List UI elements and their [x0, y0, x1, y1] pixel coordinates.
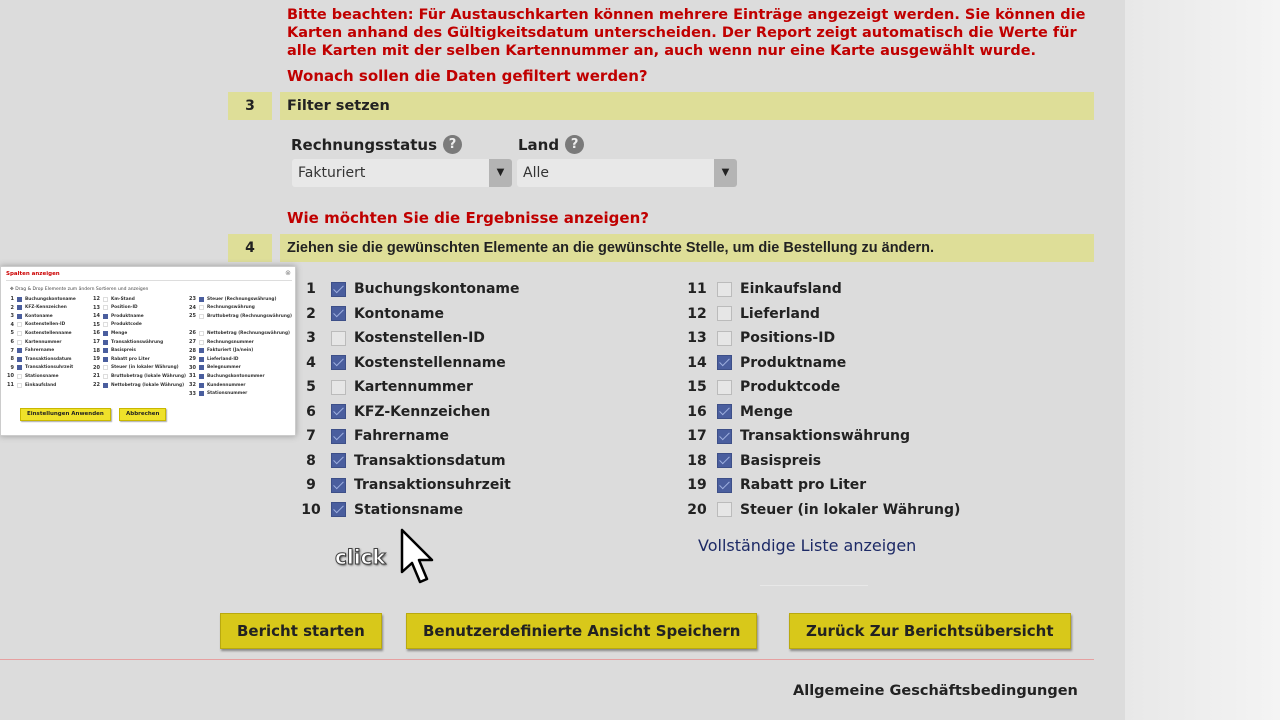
modal-column-item[interactable]	[91, 355, 150, 363]
item-label: Produktcode	[111, 322, 142, 328]
modal-column-item[interactable]	[187, 338, 254, 346]
column-label: Rabatt pro Liter	[740, 477, 867, 493]
column-number: 12	[687, 305, 707, 322]
item-checkbox[interactable]	[103, 297, 108, 302]
divider	[760, 585, 868, 586]
item-checkbox[interactable]	[17, 365, 22, 370]
column-item[interactable]	[297, 376, 473, 398]
column-checkbox[interactable]	[331, 380, 346, 395]
item-checkbox[interactable]	[17, 314, 22, 319]
item-number: 3	[10, 313, 14, 320]
column-checkbox[interactable]	[717, 355, 732, 370]
column-label: Transaktionsuhrzeit	[354, 477, 511, 493]
column-checkbox[interactable]	[717, 453, 732, 468]
column-item[interactable]	[297, 450, 506, 472]
column-number: 16	[687, 403, 707, 420]
item-number: 28	[189, 347, 196, 354]
column-number: 11	[687, 281, 707, 297]
label-text: Rechnungsstatus	[291, 135, 437, 154]
column-number: 20	[687, 501, 707, 518]
item-checkbox[interactable]	[17, 357, 22, 362]
column-label: Produktcode	[740, 379, 841, 395]
chevron-down-icon: ▼	[489, 159, 512, 187]
item-checkbox[interactable]	[17, 305, 22, 310]
modal-column-item[interactable]	[91, 347, 136, 355]
column-checkbox[interactable]	[331, 502, 346, 517]
column-checkbox[interactable]	[717, 429, 732, 444]
column-item[interactable]	[297, 278, 520, 300]
column-number: 19	[687, 477, 707, 493]
item-checkbox[interactable]	[199, 314, 204, 319]
save-custom-view-button[interactable]: Benutzerdefinierte Ansicht Speichern	[406, 613, 757, 649]
item-checkbox[interactable]	[199, 297, 204, 302]
column-label: Einkaufsland	[740, 281, 842, 297]
item-number: 13	[93, 304, 100, 311]
item-checkbox[interactable]	[199, 340, 204, 345]
column-checkbox[interactable]	[331, 429, 346, 444]
column-checkbox[interactable]	[331, 306, 346, 321]
item-label: Km-Stand	[111, 296, 135, 302]
full-list-link[interactable]: Vollständige Liste anzeigen	[698, 536, 917, 555]
item-number: 2	[10, 304, 14, 311]
item-number: 8	[10, 356, 14, 363]
column-label: Kartennummer	[354, 379, 473, 395]
column-item[interactable]	[297, 401, 490, 423]
modal-column-item[interactable]	[91, 338, 163, 346]
modal-column-item[interactable]	[5, 329, 72, 337]
item-number: 24	[189, 304, 196, 311]
item-number: 30	[189, 364, 196, 371]
column-checkbox[interactable]	[331, 355, 346, 370]
item-checkbox[interactable]	[103, 383, 108, 388]
item-checkbox[interactable]	[199, 357, 204, 362]
item-checkbox[interactable]	[17, 322, 22, 327]
modal-column-item[interactable]	[187, 295, 276, 303]
modal-column-item[interactable]	[5, 321, 65, 329]
modal-column-item[interactable]	[5, 347, 54, 355]
column-number: 9	[306, 477, 316, 493]
start-report-button[interactable]: Bericht starten	[220, 613, 382, 649]
column-checkbox[interactable]	[717, 502, 732, 517]
column-item[interactable]	[683, 474, 866, 496]
item-number: 25	[189, 313, 196, 320]
modal-column-item[interactable]	[91, 329, 127, 337]
column-label: Lieferland	[740, 305, 820, 322]
column-item[interactable]	[297, 499, 463, 521]
column-checkbox[interactable]	[331, 282, 346, 297]
modal-column-item[interactable]	[5, 338, 61, 346]
column-number: 15	[687, 379, 707, 395]
item-label: Rabatt pro Liter	[111, 356, 150, 362]
item-label: Buchungskontonummer	[207, 373, 265, 379]
help-icon[interactable]: ?	[443, 135, 462, 154]
modal-column-item[interactable]	[187, 312, 292, 320]
column-item[interactable]	[297, 474, 511, 496]
column-item[interactable]	[297, 327, 485, 349]
column-number: 8	[306, 452, 316, 469]
column-item[interactable]	[297, 352, 506, 374]
column-checkbox[interactable]	[717, 404, 732, 419]
column-label: Basispreis	[740, 452, 822, 469]
item-checkbox[interactable]	[199, 391, 204, 396]
column-label: Positions-ID	[740, 330, 836, 346]
column-number: 7	[306, 428, 316, 444]
modal-column-item[interactable]	[5, 381, 56, 389]
item-label: Position-ID	[111, 305, 138, 311]
item-number: 23	[189, 296, 196, 302]
item-label: Belegnummer	[207, 365, 241, 371]
item-checkbox[interactable]	[103, 305, 108, 310]
column-number: 17	[687, 428, 707, 444]
item-checkbox[interactable]	[103, 348, 108, 353]
modal-column-item[interactable]	[91, 364, 179, 372]
modal-column-item[interactable]	[5, 312, 53, 320]
column-checkbox[interactable]	[717, 331, 732, 346]
close-icon[interactable]: ⊗	[285, 269, 291, 277]
display-question: Wie möchten Sie die Ergebnisse anzeigen?	[287, 209, 649, 227]
item-checkbox[interactable]	[17, 383, 22, 388]
item-label: Rechnungswährung	[207, 305, 255, 311]
filter-label-rechnungsstatus	[291, 135, 462, 154]
section-3-number: 3	[228, 92, 272, 120]
filter-question: Wonach sollen die Daten gefiltert werden?	[287, 67, 648, 85]
item-number: 12	[93, 296, 100, 302]
column-checkbox[interactable]	[717, 306, 732, 321]
item-number: 26	[189, 330, 196, 337]
modal-column-item[interactable]	[91, 295, 135, 303]
item-checkbox[interactable]	[103, 331, 108, 336]
modal-column-item[interactable]	[187, 390, 247, 398]
item-label: Transaktionswährung	[111, 339, 164, 345]
item-label: Stationsnummer	[207, 391, 248, 397]
column-label: Produktname	[740, 354, 847, 371]
item-checkbox[interactable]	[199, 365, 204, 370]
item-number: 19	[93, 356, 100, 363]
column-label: Buchungskontoname	[354, 281, 520, 297]
item-label: Steuer (Rechnungswährung)	[207, 296, 277, 302]
column-checkbox[interactable]	[331, 331, 346, 346]
item-label: Fakturiert (Ja/nein)	[207, 348, 254, 354]
item-label: Transaktionsdatum	[25, 356, 72, 362]
column-item[interactable]	[297, 303, 444, 325]
modal-column-item[interactable]	[187, 347, 253, 355]
item-number: 1	[10, 296, 14, 302]
notice-text: Bitte beachten: Für Austauschkarten können mehrere Einträge angezeigt werden. Sie können die Karten anhand des Gültigkeitsdatum unterscheiden. Der Report zeigt automatisch die Werte für alle Karten mit der selben Kartennummer an, auch wenn nur eine Karte ausgewählt wurde.	[287, 7, 1086, 59]
item-number: 32	[189, 382, 196, 388]
item-checkbox[interactable]	[199, 374, 204, 379]
item-label: Stationsname	[25, 373, 59, 379]
chevron-down-icon: ▼	[714, 159, 737, 187]
item-checkbox[interactable]	[17, 374, 22, 379]
right-background	[1125, 0, 1280, 720]
column-item[interactable]	[683, 303, 820, 325]
column-item[interactable]	[683, 450, 821, 472]
land-select[interactable]	[517, 159, 737, 187]
modal-column-item[interactable]	[187, 304, 255, 312]
column-number: 13	[687, 330, 707, 346]
item-label: Rechnungsnummer	[207, 339, 254, 345]
column-number: 4	[306, 354, 316, 371]
column-label: Kontoname	[354, 305, 444, 322]
column-number: 6	[306, 403, 316, 420]
modal-column-item[interactable]	[91, 312, 144, 320]
column-label: Steuer (in lokaler Währung)	[740, 501, 961, 518]
rechnungsstatus-select[interactable]	[292, 159, 512, 187]
modal-column-item[interactable]	[5, 295, 76, 303]
item-number: 9	[10, 364, 14, 371]
hint-text: Drag & Drop Elemente zum ändern Sortieren und anzeigen	[15, 287, 149, 292]
item-checkbox[interactable]	[103, 322, 108, 327]
column-number: 14	[687, 354, 707, 371]
item-number: 10	[7, 373, 14, 380]
cancel-button[interactable]: Abbrechen	[119, 408, 166, 421]
modal-divider	[6, 280, 292, 281]
item-number: 6	[10, 339, 14, 345]
drag-icon: ✥	[10, 287, 16, 292]
item-number: 16	[93, 330, 100, 337]
column-checkbox[interactable]	[331, 404, 346, 419]
column-checkbox[interactable]	[331, 478, 346, 493]
item-label: Kostenstellenname	[25, 330, 72, 336]
modal-column-item[interactable]	[5, 364, 73, 372]
item-number: 20	[93, 364, 100, 371]
column-number: 2	[306, 305, 316, 322]
column-item[interactable]	[683, 278, 842, 300]
column-item[interactable]	[683, 425, 910, 447]
item-number: 21	[93, 373, 100, 380]
column-checkbox[interactable]	[717, 478, 732, 493]
label-text: Land	[518, 135, 560, 154]
item-checkbox[interactable]	[103, 314, 108, 319]
modal-hint	[10, 287, 148, 292]
modal-title: Spalten anzeigen	[6, 271, 60, 277]
terms-link[interactable]: Allgemeine Geschäftsbedingungen	[793, 683, 1078, 699]
back-to-overview-button[interactable]: Zurück Zur Berichtsübersicht	[789, 613, 1071, 649]
item-checkbox[interactable]	[199, 383, 204, 388]
column-checkbox[interactable]	[331, 453, 346, 468]
modal-column-item[interactable]	[187, 381, 246, 389]
modal-column-item[interactable]	[5, 372, 59, 380]
mouse-cursor-icon	[400, 528, 434, 586]
item-label: Kostenstellen-ID	[25, 322, 66, 328]
item-checkbox[interactable]	[17, 348, 22, 353]
column-label: Menge	[740, 403, 793, 420]
item-label: Steuer (in lokaler Währung)	[111, 365, 179, 371]
column-label: KFZ-Kennzeichen	[354, 403, 491, 420]
item-checkbox[interactable]	[17, 331, 22, 336]
section-4-number: 4	[228, 234, 272, 262]
item-number: 18	[93, 347, 100, 354]
column-number: 1	[306, 281, 316, 297]
item-number: 27	[189, 339, 196, 345]
columns-modal	[0, 266, 296, 436]
item-checkbox[interactable]	[199, 305, 204, 310]
item-number: 31	[189, 373, 196, 380]
column-item[interactable]	[683, 499, 960, 521]
help-icon[interactable]: ?	[565, 135, 584, 154]
item-label: Lieferland-ID	[207, 356, 239, 362]
item-number: 4	[10, 321, 14, 328]
column-label: Transaktionswährung	[740, 428, 911, 444]
item-number: 7	[10, 347, 14, 354]
modal-column-item[interactable]	[91, 381, 184, 389]
column-label: Stationsname	[354, 501, 464, 518]
modal-column-item[interactable]	[91, 304, 138, 312]
column-number: 18	[687, 452, 707, 469]
modal-column-item[interactable]	[91, 321, 142, 329]
item-number: 22	[93, 382, 100, 388]
item-checkbox[interactable]	[103, 357, 108, 362]
select-value: Fakturiert	[298, 165, 366, 181]
item-label: Nettobetrag (lokale Währung)	[111, 382, 185, 388]
item-number: 29	[189, 356, 196, 363]
column-number: 5	[306, 379, 316, 395]
column-item[interactable]	[683, 327, 835, 349]
item-checkbox[interactable]	[17, 297, 22, 302]
item-label: Einkaufsland	[25, 382, 57, 388]
modal-column-item[interactable]	[187, 329, 290, 337]
modal-column-item[interactable]	[187, 355, 238, 363]
item-checkbox[interactable]	[199, 331, 204, 336]
column-item[interactable]	[683, 352, 846, 374]
filter-label-land	[518, 135, 584, 154]
item-label: Nettobetrag (Rechnungswährung)	[207, 330, 291, 336]
column-label: Kostenstellen-ID	[354, 330, 485, 346]
column-checkbox[interactable]	[717, 282, 732, 297]
section-3-title: Filter setzen	[280, 92, 1094, 120]
click-annotation: click	[335, 545, 386, 569]
item-number: 11	[7, 382, 14, 388]
item-checkbox[interactable]	[103, 340, 108, 345]
item-label: Menge	[111, 330, 128, 336]
item-label: Kontoname	[25, 313, 53, 319]
item-checkbox[interactable]	[103, 365, 108, 370]
modal-column-item[interactable]	[187, 372, 265, 380]
column-label: Fahrername	[354, 428, 449, 444]
item-label: KFZ-Kennzeichen	[25, 305, 67, 311]
column-number: 3	[306, 330, 316, 346]
column-item[interactable]	[683, 376, 840, 398]
item-label: Kartennummer	[25, 339, 62, 345]
item-label: Buchungskontoname	[25, 296, 76, 302]
select-value: Alle	[523, 165, 549, 181]
item-number: 33	[189, 390, 196, 397]
apply-settings-button[interactable]: Einstellungen Anwenden	[20, 408, 111, 421]
item-label: Produktname	[111, 313, 144, 319]
item-label: Bruttobetrag (lokale Währung)	[111, 373, 186, 379]
modal-column-item[interactable]	[187, 364, 241, 372]
item-label: Basispreis	[111, 348, 136, 354]
item-number: 17	[93, 339, 100, 345]
item-label: Kundennummer	[207, 382, 246, 388]
column-label: Transaktionsdatum	[354, 452, 506, 469]
column-checkbox[interactable]	[717, 380, 732, 395]
item-number: 5	[10, 330, 14, 337]
item-number: 14	[93, 313, 100, 320]
item-number: 15	[93, 321, 100, 328]
modal-column-item[interactable]	[91, 372, 186, 380]
item-label: Fahrername	[25, 348, 55, 354]
column-number: 10	[301, 501, 321, 518]
modal-column-item[interactable]	[5, 304, 67, 312]
column-item[interactable]	[297, 425, 449, 447]
item-checkbox[interactable]	[199, 348, 204, 353]
modal-column-item[interactable]	[5, 355, 72, 363]
section-4-title: Ziehen sie die gewünschten Elemente an die gewünschte Stelle, um die Bestellung zu ändern.	[280, 234, 1094, 262]
footer-divider	[0, 659, 1094, 660]
item-label: Bruttobetrag (Rechnungswährung)	[207, 313, 292, 319]
item-checkbox[interactable]	[17, 340, 22, 345]
item-checkbox[interactable]	[103, 374, 108, 379]
column-label: Kostenstellenname	[354, 354, 506, 371]
item-label: Transaktionsuhrzeit	[25, 365, 74, 371]
column-item[interactable]	[683, 401, 793, 423]
